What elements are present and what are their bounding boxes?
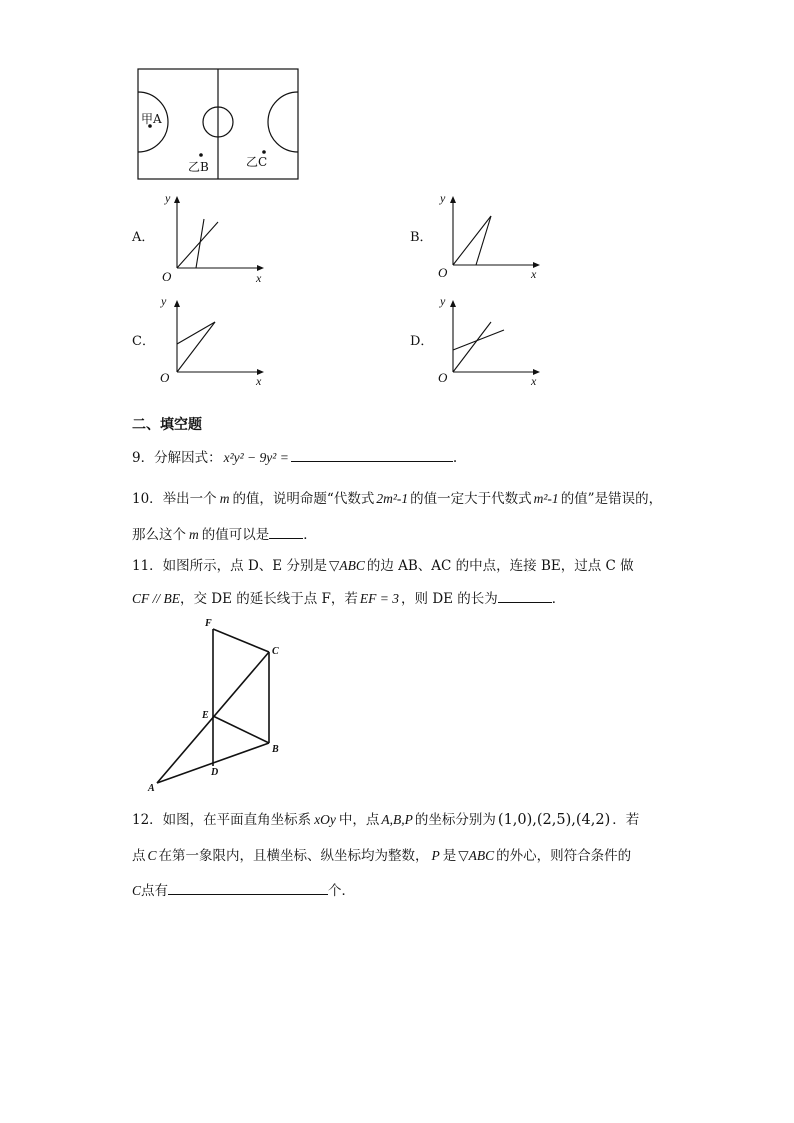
q12-text-e: 点 bbox=[132, 848, 146, 864]
segment-eb bbox=[213, 716, 269, 743]
q10-m-2: m bbox=[189, 527, 199, 542]
option-a-graph bbox=[160, 188, 270, 283]
option-d-label: D． bbox=[410, 334, 434, 349]
question-9 bbox=[132, 447, 457, 467]
player-b-label: 乙B bbox=[188, 160, 209, 174]
q12-text-c: 的坐标分别为 bbox=[414, 812, 496, 828]
player-b-dot bbox=[199, 153, 203, 157]
option-d-x: x bbox=[531, 374, 537, 388]
question-12-line-1 bbox=[132, 811, 639, 829]
q12-xoy: xOy bbox=[314, 812, 336, 827]
q9-answer-blank[interactable] bbox=[291, 447, 453, 462]
option-a-label: A． bbox=[132, 230, 155, 245]
q12-text-f: 在第一象限内，且横坐标、纵坐标均为整数， bbox=[158, 848, 429, 864]
line-2 bbox=[476, 216, 491, 265]
option-c-origin: O bbox=[160, 370, 170, 385]
question-10-line-1 bbox=[132, 490, 662, 508]
q12-text-g: 是 bbox=[442, 848, 457, 864]
q11-text-c: ，交 DE 的延长线于点 F，若 bbox=[180, 591, 358, 607]
option-c-label: C． bbox=[132, 334, 155, 349]
q10-text-f: 的值可以是 bbox=[201, 527, 270, 543]
q12-p: P bbox=[431, 848, 440, 863]
label-f: F bbox=[205, 618, 212, 629]
player-a-label: 甲A bbox=[141, 112, 162, 126]
section-title: 二、填空题 bbox=[132, 417, 202, 433]
q12-text-b: 中，点 bbox=[338, 812, 380, 828]
option-d-graph bbox=[436, 292, 546, 387]
q10-text-e: 那么这个 bbox=[132, 527, 186, 543]
question-11-line-2 bbox=[132, 588, 565, 608]
option-a-y: y bbox=[165, 191, 171, 205]
question-12-line-2 bbox=[132, 847, 631, 865]
q12-c: C bbox=[147, 848, 157, 863]
q10-text-b: 的值，说明命题“代数式 bbox=[232, 491, 375, 507]
q11-text-b: 的边 AB、AC 的中点，连接 BE，过点 C 做 bbox=[366, 558, 634, 574]
label-e: E bbox=[202, 710, 209, 721]
line-2 bbox=[453, 330, 504, 350]
q10-m: m bbox=[219, 491, 230, 506]
q11-answer-blank[interactable] bbox=[498, 588, 552, 603]
q12-end: 个． bbox=[328, 883, 356, 899]
line-2 bbox=[196, 219, 204, 268]
q11-triangle: ▽ABC bbox=[328, 558, 365, 573]
option-b-y: y bbox=[440, 191, 446, 205]
q12-text-a: 12．如图，在平面直角坐标系 bbox=[132, 812, 312, 828]
player-c-label: 乙C bbox=[246, 155, 268, 169]
option-a-x: x bbox=[256, 271, 262, 285]
q10-expr-1: 2m²-1 bbox=[376, 491, 409, 506]
segment-fc bbox=[213, 629, 269, 652]
label-d: D bbox=[211, 767, 219, 778]
question-12-line-3 bbox=[132, 880, 355, 900]
q10-text-d: 的值”是错误的， bbox=[560, 491, 663, 507]
q10-end: ． bbox=[303, 527, 317, 543]
option-b-origin: O bbox=[438, 265, 448, 280]
option-b-graph bbox=[436, 188, 546, 283]
q12-coords: (1,0),(2,5),(4,2) bbox=[497, 812, 611, 828]
q11-text-a: 11．如图所示，点 D、E 分别是 bbox=[132, 558, 327, 574]
q9-expression: x²y² − 9y² = bbox=[223, 450, 289, 465]
q12-points: A,B,P bbox=[381, 812, 413, 827]
option-d-origin: O bbox=[438, 370, 448, 385]
question-10-line-2 bbox=[132, 524, 317, 544]
q9-prefix: 9．分解因式： bbox=[132, 450, 222, 466]
q12-text-d: ．若 bbox=[612, 812, 640, 828]
right-arc bbox=[268, 92, 298, 152]
option-c-graph bbox=[160, 292, 270, 387]
q12-c-2: C bbox=[132, 883, 142, 898]
option-b-x: x bbox=[531, 267, 537, 281]
line-2 bbox=[177, 322, 215, 344]
option-c-x: x bbox=[256, 374, 262, 388]
option-d-y: y bbox=[440, 294, 446, 308]
line-1 bbox=[453, 216, 491, 265]
q10-text-c: 的值一定大于代数式 bbox=[410, 491, 532, 507]
q12-text-i: 点有 bbox=[141, 883, 169, 899]
option-a-origin: O bbox=[162, 269, 172, 284]
q11-figure bbox=[140, 612, 300, 797]
q12-triangle: ▽ABC bbox=[458, 848, 495, 863]
q11-end: ． bbox=[551, 591, 566, 607]
q11-text-d: ，则 DE 的长为 bbox=[401, 591, 498, 607]
line-1 bbox=[177, 322, 215, 372]
q10-answer-blank[interactable] bbox=[269, 524, 303, 539]
option-b-label: B． bbox=[410, 230, 433, 245]
q12-answer-blank[interactable] bbox=[168, 880, 328, 895]
label-a: A bbox=[148, 783, 155, 794]
q9-end: . bbox=[452, 450, 458, 466]
label-c: C bbox=[272, 646, 279, 657]
q12-text-h: 的外心，则符合条件的 bbox=[496, 848, 632, 864]
q10-text-a: 10．举出一个 bbox=[132, 491, 217, 507]
q11-cf-parallel: CF // BE bbox=[132, 591, 180, 606]
q10-expr-2: m²-1 bbox=[533, 491, 559, 506]
q11-ef-value: EF = 3 bbox=[359, 591, 400, 606]
question-11-line-1 bbox=[132, 557, 634, 575]
line-1 bbox=[453, 322, 491, 372]
label-b: B bbox=[272, 744, 279, 755]
option-c-y: y bbox=[161, 294, 167, 308]
